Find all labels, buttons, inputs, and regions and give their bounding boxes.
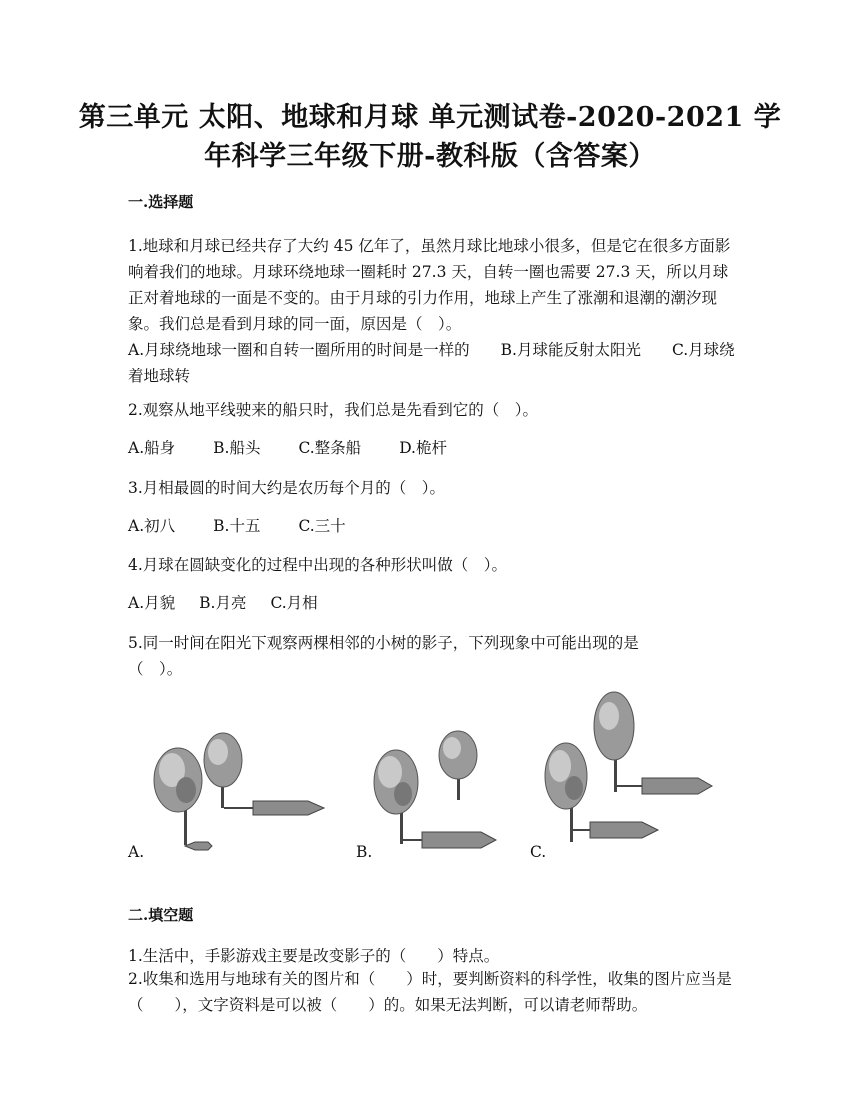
option: B.十五 (213, 517, 261, 535)
question-1-text: 1.地球和月球已经共存了大约 45 亿年了，虽然月球比地球小很多，但是它在很多方面影响着我们的地球。月球环绕地球一圈耗时 27.3 天，自转一圈也需要 27.3 天，所以月球正对着地球的一面是不变的。由于月球的引力作用，地球上产生了涨潮和退潮的潮汐现象。我们总是看到月球的同一面，原因是（ ）。 (128, 237, 731, 333)
figure-option-a (128, 690, 348, 860)
option: A.月貌 (128, 594, 176, 612)
shadow-shape (590, 822, 658, 838)
title-line-1: 第三单元 太阳、地球和月球 单元测试卷-2020-2021 学 (78, 102, 782, 133)
option: A.初八 (128, 517, 176, 535)
question-3-options (128, 513, 384, 539)
title-line-2: 年科学三年级下册-教科版（含答案） (204, 141, 656, 172)
tree-icon (374, 750, 418, 844)
figure-option-c (530, 690, 720, 860)
option: C.整条船 (298, 439, 362, 457)
page-title (60, 98, 800, 176)
option: C.三十 (298, 517, 346, 535)
section-heading-fill: 二.填空题 (128, 906, 194, 924)
option: B.船头 (213, 439, 261, 457)
shadow-shape (185, 842, 212, 850)
figure-label-a: A. (128, 843, 145, 861)
tree-icon (594, 692, 634, 792)
figure-label-b: B. (356, 843, 373, 861)
question-4-options (128, 590, 356, 616)
option: B.月亮 (199, 594, 247, 612)
option: C.月相 (270, 594, 318, 612)
question-4-text: 4.月球在圆缺变化的过程中出现的各种形状叫做（ ）。 (128, 556, 508, 574)
question-5-text: 5.同一时间在阳光下观察两棵相邻的小树的影子，下列现象中可能出现的是（ ）。 (128, 634, 639, 678)
fill-question-2: 2.收集和选用与地球有关的图片和（ ）时，要判断资料的科学性，收集的图片应当是（ ），文字资料是可以被（ ）的。如果无法判断，可以请老师帮助。 (128, 970, 732, 1014)
tree-icon (439, 731, 477, 800)
shadow-shape (642, 778, 712, 794)
question-3-text: 3.月相最圆的时间大约是农历每个月的（ ）。 (128, 479, 446, 497)
question-2-text: 2.观察从地平线驶来的船只时，我们总是先看到它的（ ）。 (128, 401, 539, 419)
shadow-shape (422, 832, 496, 848)
tree-icon (204, 733, 242, 808)
option: A.船身 (128, 439, 176, 457)
fill-question-1: 1.生活中，手影游戏主要是改变影子的（ ）特点。 (128, 947, 500, 965)
tree-icon (545, 743, 587, 842)
option: D.桅杆 (399, 439, 447, 457)
figure-option-b (356, 690, 526, 860)
tree-icon (154, 748, 202, 845)
question-2-options (128, 435, 485, 461)
shadow-shape (253, 801, 324, 815)
question-1-options: A.月球绕地球一圈和自转一圈所用的时间是一样的 B.月球能反射太阳光 C.月球绕着地球转 (128, 341, 735, 385)
section-heading-choice: 一.选择题 (128, 193, 194, 211)
figure-label-c: C. (530, 843, 547, 861)
